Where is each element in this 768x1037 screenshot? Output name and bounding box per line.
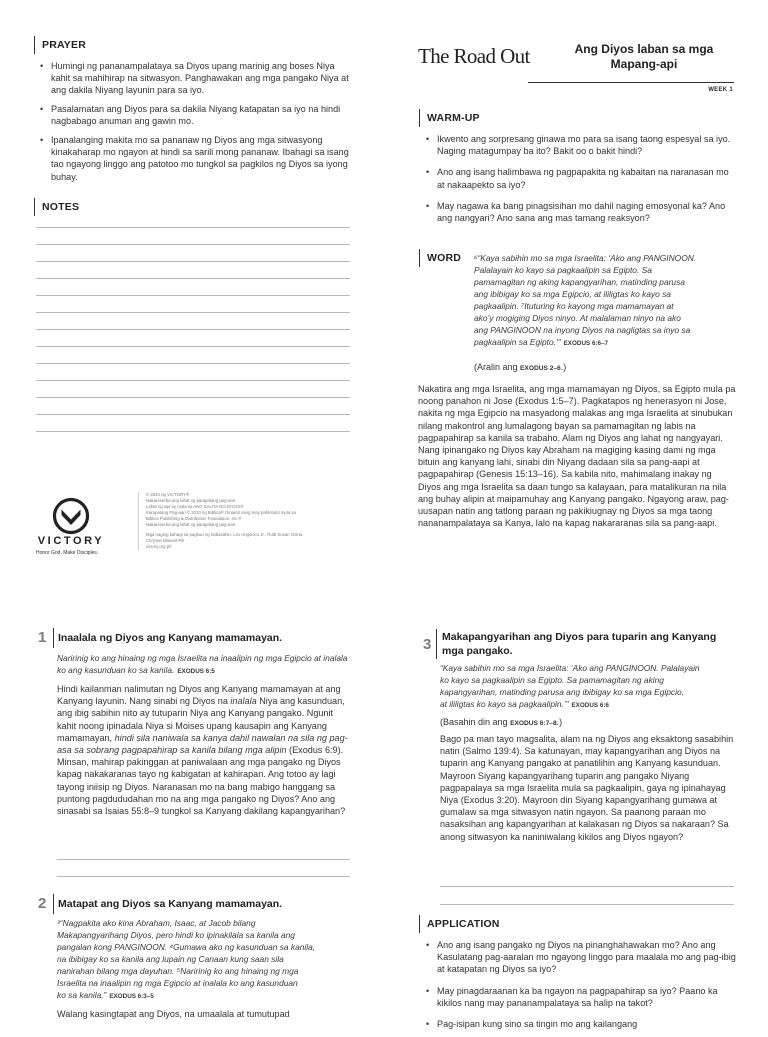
copyright-line: Mga naging bahagi sa pagbuo ng babasahin: Leo Angsioco Jr., Ruth Susan Ocina, — [146, 531, 304, 537]
scripture-reference: EXODUS 6:5 — [177, 668, 215, 676]
scripture-line: Palalayain ko kayo sa pagkaalipin sa Egipto. Sa — [474, 265, 652, 276]
note-line — [36, 329, 350, 330]
answer-line — [57, 876, 350, 877]
point-number: 3 — [423, 636, 432, 653]
point-title: Inaalala ng Diyos ang Kanyang mamamayan. — [58, 632, 283, 644]
scripture-reference: EXODUS 6:6–7 — [563, 340, 609, 348]
note-line — [36, 414, 350, 415]
reading-assignment: (Aralin ang EXODUS 2–6.) — [474, 362, 567, 372]
copyright-line: Chrysse Manuel-Pili — [146, 537, 185, 543]
note-line — [36, 278, 350, 279]
point-quote: Naririnig ko ang hinaing ng mga Israelita na inaalipin ng mga Egipcio at inalala ko ang kasunduan ko sa kanila. EXODUS 6:5 — [57, 653, 348, 676]
application-item: • May pinagdaraanan ka ba ngayon na pagpapahirap sa iyo? Paano ka kikilos nang may pananampalataya sa halip na takot? — [424, 985, 736, 1009]
application-heading: APPLICATION — [419, 915, 500, 933]
scripture-line: ang ibibigay ko sa mga Egipcio, at ililigtas ko kayo sa — [474, 289, 671, 300]
copyright-line: Nakareserba ang lahat ng karapatang pag-aari. — [146, 498, 237, 504]
scripture-reference: EXODUS 6:3–5 — [109, 993, 154, 1001]
application-item: • Pag-isipan kung sino sa tingin mo ang kailangang — [424, 1018, 736, 1030]
answer-line — [440, 904, 734, 905]
logo-wordmark: VICTORY — [37, 535, 105, 547]
note-line — [36, 380, 350, 381]
point-body: Hindi kailanman nalimutan ng Diyos ang Kanyang mamamayan at ang Kanyang layunin. Nang sinabi ng Diyos na inalala Niya ang kasunduan, ang ibig sabihin nito ay tutuparin Niya ang Kanyang pangako. Ngunit kahit noong ipinadala Niya si Moises upang kausapin ang Kanyang mamamayan, hindi sila naniwala sa kanya dahil nawalan na sila ng pag-asa sa sobrang pagpapahirap sa kanila bilang mga alipin (Exodus 6:9). Minsan, mahirap pakinggan at paniwalaan ang mga pangako ng Diyos kapag nakakaranas tayo ng kabigatan at kahirapan. Ang totoo ay lagi tayong iniisip ng Diyos. Naranasan mo na bang mabigo hanggang sa puntong pagdududahan mo na ang mga pangako ng Diyos? Ano ang sinasabi sa Isaias 55:8–9 tungkol sa Kanyang dakilang kapangyarihan? — [57, 684, 348, 817]
note-line — [36, 312, 350, 313]
point-title: Makapangyarihan ang Diyos para tuparin ang Kanyang mga pangako. — [442, 631, 717, 657]
warmup-item: • May nagawa ka bang pinagsisihan mo dahil naging emosyonal ka? Ano ang nangyari? Ano sana ang mas tamang reaksyon? — [424, 200, 736, 224]
point-body: Bago pa man tayo magsalita, alam na ng Diyos ang eksaktong sasabihin natin (Salmo 139:4). Sa katunayan, may kapangyarihan ang Diyos na tuparin ang Kanyang pangako at panatilihin ang Kanyang kasunduan. Mayroon Siyang kapangyarihang tuparin ang pangako Niyang pagpapalaya sa mga Israelita mula sa pagkaalipin, gaya ng ipinahayag Niya (Exodus 3:20). Mayroon din Siyang kapangyarihang gumawa at gumalaw sa mga sitwasyon natin ngayon. Sa paanong paraan mo nasaksihan ang kapangyarihan at kalakasan ng Diyos sa nakaraan? Sa anong sitwasyon ka naniniwalang kikilos ang Diyos ngayon? — [440, 734, 734, 842]
scripture-line: ang PANGINOON na inyong Diyos na nagligtas sa inyo sa — [474, 325, 691, 336]
point-quote: ³“Nagpakita ako kina Abraham, Isaac, at Jacob bilang Makapangyarihang Diyos, pero hindi ko ipinakilala sa kanila ang pangalan kong PANGINOON. ⁴Gumawa ako ng kasunduan sa kanila, na ibibigay ko sa kanila ang lupain ng Canaan kung saan sila nanirahan bilang mga dayuhan. ⁵Naririnig ko ang hinaing ng mga Israelita na inaalipin ng mga Egipcio at inalala ko ang kasunduan ko sa kanila.” EXODUS 6:3–5 — [57, 918, 316, 1001]
scripture-line: ⁶“Kaya sabihin mo sa mga Israelita: ‘Ako ang PANGINOON. — [474, 253, 697, 263]
reading-assignment: (Basahin din ang EXODUS 6:7–8.) — [440, 717, 563, 727]
logo-tagline: Honor God. Make Disciples. — [36, 550, 99, 556]
copyright-line: Karapatang Pag-aari © 2010 ng Biblica® Ginamit nang may pahintulot mula sa — [146, 510, 296, 516]
prayer-item: • Ipanalanging makita mo sa pananaw ng Diyos ang mga sitwasyong kinakaharap mo ngayon at hindi sa sarili mong pananaw. Ibahagi sa isang tao ngayong linggo ang patotoo mo tungkol sa pagkilos ng Diyos sa iyong buhay. — [38, 134, 350, 183]
copyright-line: Biblica Publishing & Distribution Foundation, Inc.® — [146, 516, 242, 522]
point-divider — [53, 894, 54, 914]
note-line — [36, 227, 350, 228]
answer-line — [440, 886, 734, 887]
note-line — [36, 397, 350, 398]
answer-line — [57, 859, 350, 860]
point-divider — [436, 629, 437, 659]
point-title: Matapat ang Diyos sa Kanyang mamamayan. — [58, 898, 283, 910]
point-divider — [53, 628, 54, 648]
note-line — [36, 244, 350, 245]
prayer-heading: PRAYER — [34, 36, 86, 54]
copyright-line: © 2024 ng VICTORY® — [146, 492, 190, 497]
point-body: Walang kasingtapat ang Diyos, na umaalala at tumutupad — [57, 1009, 290, 1019]
prayer-list — [38, 60, 350, 189]
point-number: 1 — [38, 629, 47, 646]
week-label: WEEK 1 — [708, 87, 733, 93]
application-list — [424, 939, 736, 1037]
victory-chevron-logo-icon — [53, 498, 89, 534]
prayer-item: • Humingi ng pananampalataya sa Diyos upang marinig ang boses Niya kahit sa mahihirap na sitwasyon. Panghawakan ang mga pangako Niya at ang dakila Niyang layunin para sa iyo. — [38, 60, 350, 97]
copyright-line: Lahat ng sipi ay mula sa ANG SALITA NG DIYOS® — [146, 504, 244, 510]
application-item: • Ano ang isang pangako ng Diyos na pinanghahawakan mo? Ano ang Kasulatang pag-aaralan mo ngayong linggo para maalala mo ang pag-ibig at katapatan ng Diyos sa iyo? — [424, 939, 736, 976]
warmup-item: • Ano ang isang halimbawa ng pagpapakita ng kabaitan na naranasan mo at nakaapekto sa iyo? — [424, 166, 736, 190]
note-line — [36, 346, 350, 347]
scripture-line: ako’y mogiging Diyos ninyo. At malalaman ninyo na ako — [474, 313, 681, 324]
copyright-block — [138, 492, 353, 550]
prayer-item: • Pasalamatan ang Diyos para sa dakila Niyang katapatan sa iyo na hindi nagbabago anuman ang gawin mo. — [38, 103, 350, 127]
note-line — [36, 431, 350, 432]
scripture-line: pagkaalipin sa Egipto.’” EXODUS 6:6–7 — [474, 337, 609, 348]
point-quote: “Kaya sabihin mo sa mga Israelita: ‘Ako ang PANGINOON. Palalayain ko kayo sa pagkaalipin sa Egipto. Sa pamamagitan ng aking kapangyarihan, matinding parusa ang ibibigay ko sa mga Egipcio, at ililigtas ko kayo sa pagkaalipin.’” EXODUS 6:6 — [440, 663, 700, 710]
scripture-reference: EXODUS 6:6 — [571, 702, 609, 710]
copyright-line: Nakareserba ang lahat ng karapatang pag-aari. — [146, 522, 237, 528]
lesson-title: Ang Diyos laban sa mga Mapang-api — [574, 42, 714, 71]
note-line — [36, 295, 350, 296]
warmup-heading: WARM-UP — [419, 109, 480, 127]
note-line — [36, 261, 350, 262]
scripture-line: pagkaalipin. ⁷Ituturing ko kayong mga mamamayan at — [474, 301, 674, 312]
word-body-paragraph: Nakatira ang mga Israelita, ang mga mamamayan ng Diyos, sa Egipto mula pa noong panahon ni Jose (Exodus 1:5–7). Pagkatapos ng henerasyon ni Jose, nakita ng mga Egipcio na masyadong malakas ang mga Israelita at sinubukan nilang makontrol ang lumalagong bayan sa pamamagitan ng labis na pagpapahirap sa kanila sa trabaho. Alam ng Diyos ang lahat ng nangyayari. Nang ipinangako ng Diyos kay Abraham na magiging kasing dami ng mga bituin ang kanyang lahi, sinabi din Niyang dadaan sila sa pang-aapi at pagpapahirap (Genesis 15:13–16). Sa kabila nito, mahimalang inakay ng Diyos ang mga Israelita sa daan tungo sa kalayaan, para matalikuran na nila ang buhay alipin at maipamuhay ang Kanyang pangako. Ngayong araw, pag-uusapan natin ang tatlong paraan ng pakikiugnay ng Diyos sa mga taong nananampalataya sa Kanya, lalo na kapag nakararanas sila sa pang-aapi. — [418, 384, 736, 529]
title-divider — [528, 82, 734, 83]
scripture-line: pamamagitan ng aking kapangyarihan, matinding parusa — [474, 277, 685, 288]
warmup-item: • Ikwento ang sorpresang ginawa mo para sa isang taong espesyal sa iyo. Naging matagumpay ba ito? Bakit oo o bakit hindi? — [424, 133, 736, 157]
word-heading: WORD — [419, 249, 461, 267]
point-number: 2 — [38, 895, 47, 912]
series-title: The Road Out — [418, 44, 530, 68]
notes-heading: NOTES — [34, 198, 79, 216]
copyright-url: victory.org.ph — [146, 543, 172, 549]
word-scripture — [474, 252, 736, 350]
note-line — [36, 363, 350, 364]
warmup-list — [424, 133, 736, 231]
